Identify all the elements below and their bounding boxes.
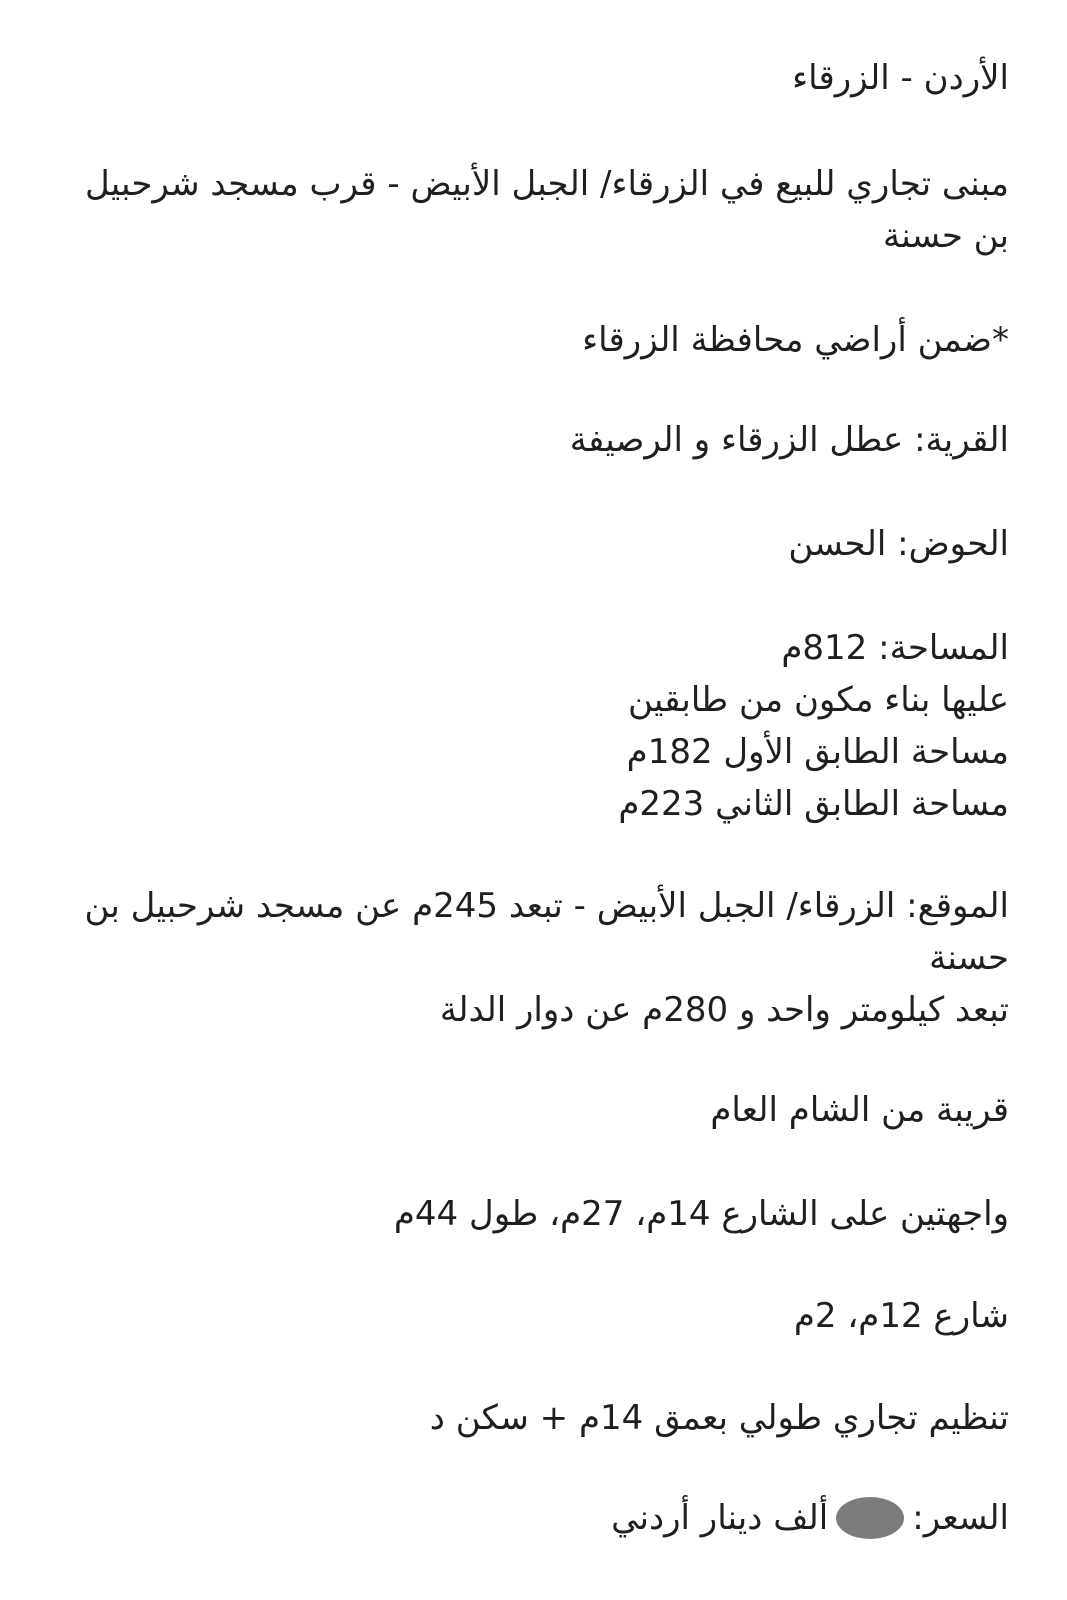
price-field bbox=[52, 1492, 1009, 1544]
second-floor-area: مساحة الطابق الثاني 223م bbox=[618, 784, 1009, 824]
redacted-price-mark bbox=[836, 1497, 904, 1539]
facades-field: واجهتين على الشارع 14م، 27م، طول 44م bbox=[393, 1194, 1009, 1234]
streets-field: شارع 12م، 2م bbox=[793, 1296, 1009, 1336]
location-field: الموقع: الزرقاء/ الجبل الأبيض - تبعد 245م عن مسجد شرحبيل بن حسنة bbox=[84, 886, 1009, 978]
listing-title: مبنى تجاري للبيع في الزرقاء/ الجبل الأبيض - قرب مسجد شرحبيل بن حسنة bbox=[85, 164, 1009, 256]
nearby-note: قريبة من الشام العام bbox=[710, 1090, 1009, 1130]
basin-field: الحوض: الحسن bbox=[788, 524, 1009, 564]
area-field: المساحة: 812م bbox=[781, 628, 1009, 668]
governorate-note: *ضمن أراضي محافظة الزرقاء bbox=[582, 320, 1009, 360]
roundabout-distance: تبعد كيلومتر واحد و 280م عن دوار الدلة bbox=[439, 990, 1009, 1030]
price-label: السعر: bbox=[912, 1498, 1009, 1538]
price-currency: ألف دينار أردني bbox=[611, 1498, 829, 1538]
location-header: الأردن - الزرقاء bbox=[792, 58, 1009, 98]
zoning-field: تنظيم تجاري طولي بعمق 14م + سكن د bbox=[429, 1398, 1009, 1438]
village-field: القرية: عطل الزرقاء و الرصيفة bbox=[569, 420, 1009, 460]
building-description: عليها بناء مكون من طابقين bbox=[628, 680, 1009, 720]
first-floor-area: مساحة الطابق الأول 182م bbox=[626, 732, 1009, 772]
